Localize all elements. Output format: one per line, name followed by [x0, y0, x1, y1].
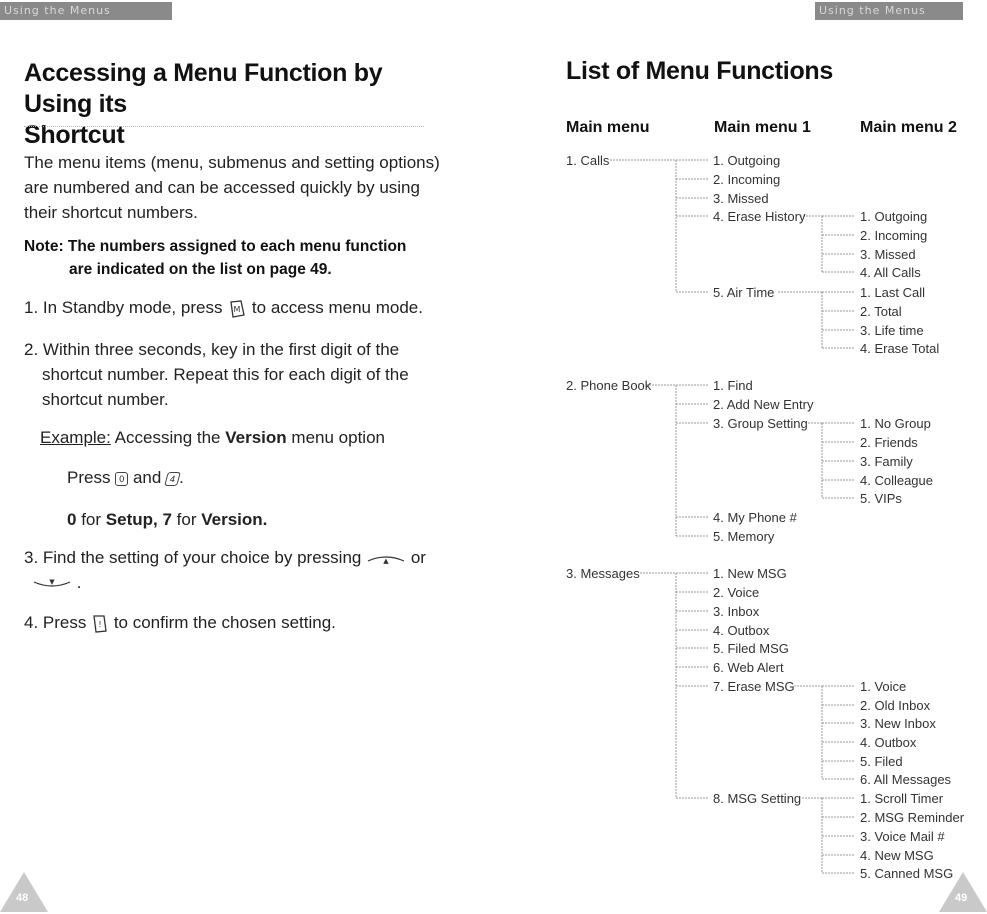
group-setting-item: 3. Family: [860, 454, 913, 469]
step1-text-a: 1. In Standby mode, press: [24, 298, 223, 317]
phonebook-item: 3. Group Setting: [713, 416, 808, 431]
messages-item: 7. Erase MSG: [713, 679, 795, 694]
msg-setting-item: 4. New MSG: [860, 848, 934, 863]
key-0-icon: 0: [115, 472, 128, 486]
erase-msg-item: 1. Voice: [860, 679, 907, 694]
step3-text-a: 3. Find the setting of your choice by pressing: [24, 548, 362, 567]
messages-item: 2. Voice: [713, 585, 760, 600]
step2-line-3: shortcut number.: [42, 390, 169, 409]
col-header-main2: Main menu 2: [860, 119, 957, 136]
right-header-tab: Using the Menus: [815, 2, 963, 20]
example-version: Version: [225, 428, 287, 447]
version-num: 7: [162, 510, 172, 529]
erase-msg-item: 2. Old Inbox: [860, 698, 931, 713]
msg-setting-item: 1. Scroll Timer: [860, 791, 944, 806]
phonebook-item: 2. Add New Entry: [713, 397, 814, 412]
title-line-1: Accessing a Menu Function by Using its: [24, 59, 383, 118]
svg-text:M: M: [233, 304, 241, 314]
group-setting-item: 4. Colleague: [860, 473, 933, 488]
phonebook-item: 1. Find: [713, 378, 753, 393]
phonebook-item: 5. Memory: [713, 529, 775, 544]
right-page-number-badge: [939, 872, 987, 912]
right-page-title: List of Menu Functions: [566, 57, 833, 85]
step2-line-1: 2. Within three seconds, key in the first digit of the: [24, 340, 400, 359]
messages-item: 3. Inbox: [713, 604, 760, 619]
messages-item: 4. Outbox: [713, 623, 770, 638]
key-4-icon: 4: [164, 472, 181, 486]
air-time-item: 2. Total: [860, 304, 902, 319]
messages-item: 5. Filed MSG: [713, 641, 789, 656]
and-label: and: [132, 468, 162, 487]
erase-msg-item: 5. Filed: [860, 754, 903, 769]
air-time-item: 1. Last Call: [860, 285, 926, 300]
group-setting-item: 2. Friends: [860, 435, 918, 450]
air-time-item: 3. Life time: [860, 323, 924, 338]
note-line-2: are indicated on the list on page 49.: [69, 261, 332, 278]
msg-setting-item: 2. MSG Reminder: [860, 810, 965, 825]
svg-text:▼: ▼: [49, 577, 55, 586]
col-header-main1: Main menu 1: [714, 119, 811, 136]
erase-msg-item: 4. Outbox: [860, 735, 917, 750]
left-page-number: 48: [16, 892, 29, 904]
for-2: for: [176, 510, 197, 529]
erase-msg-item: 6. All Messages: [860, 772, 952, 787]
main-phone-book: 2. Phone Book: [566, 378, 652, 393]
main-messages: 3. Messages: [566, 566, 640, 581]
calls-item: 1. Outgoing: [713, 153, 781, 168]
messages-item: 8. MSG Setting: [713, 791, 802, 806]
msg-setting-item: 3. Voice Mail #: [860, 829, 945, 844]
setup-word: Setup,: [105, 510, 158, 529]
title-line-2: Shortcut: [24, 121, 125, 149]
example-label: Example:: [40, 428, 111, 447]
msg-setting-item: 5. Canned MSG: [860, 866, 954, 881]
messages-item: 1. New MSG: [713, 566, 787, 581]
group-setting-item: 5. VIPs: [860, 491, 902, 506]
step4-text-a: 4. Press: [24, 613, 87, 632]
svg-text:▲: ▲: [383, 556, 389, 565]
step2-line-2: shortcut number. Repeat this for each digit of the: [42, 365, 409, 384]
phonebook-item: 4. My Phone #: [713, 510, 797, 525]
calls-item: 3. Missed: [713, 191, 769, 206]
press-end: .: [179, 468, 184, 487]
erase-msg-item: 3. New Inbox: [860, 716, 936, 731]
note-label: Note:: [24, 238, 64, 255]
group-setting-item: 1. No Group: [860, 416, 931, 431]
setup-num: 0: [67, 510, 77, 529]
right-page-number: 49: [955, 892, 968, 904]
example-text-b: menu option: [291, 428, 385, 447]
step4-text-b: to confirm the chosen setting.: [113, 613, 336, 632]
calls-item: 2. Incoming: [713, 172, 781, 187]
step1-text-b: to access menu mode.: [251, 298, 423, 317]
air-time-item: 4. Erase Total: [860, 341, 940, 356]
erase-history-item: 2. Incoming: [860, 228, 928, 243]
example-text-a: Accessing the: [114, 428, 221, 447]
main-calls: 1. Calls: [566, 153, 610, 168]
messages-item: 6. Web Alert: [713, 660, 784, 675]
version-word: Version.: [201, 510, 268, 529]
intro-line-1: The menu items (menu, submenus and setting options): [24, 153, 440, 172]
svg-text:!: !: [98, 619, 102, 629]
step3-text-b: or: [410, 548, 426, 567]
intro-line-3: their shortcut numbers.: [24, 203, 198, 222]
calls-item: 5. Air Time: [713, 285, 775, 300]
left-header-tab: Using the Menus: [0, 2, 172, 20]
step3-end: .: [76, 573, 82, 592]
calls-item: 4. Erase History: [713, 209, 806, 224]
press-label: Press: [67, 468, 111, 487]
for-1: for: [81, 510, 102, 529]
erase-history-item: 4. All Calls: [860, 265, 921, 280]
note-line-1: The numbers assigned to each menu function: [67, 238, 407, 255]
col-header-main: Main menu: [566, 119, 650, 136]
erase-history-item: 1. Outgoing: [860, 209, 928, 224]
erase-history-item: 3. Missed: [860, 247, 916, 262]
intro-line-2: are numbered and can be accessed quickly by using: [24, 178, 420, 197]
